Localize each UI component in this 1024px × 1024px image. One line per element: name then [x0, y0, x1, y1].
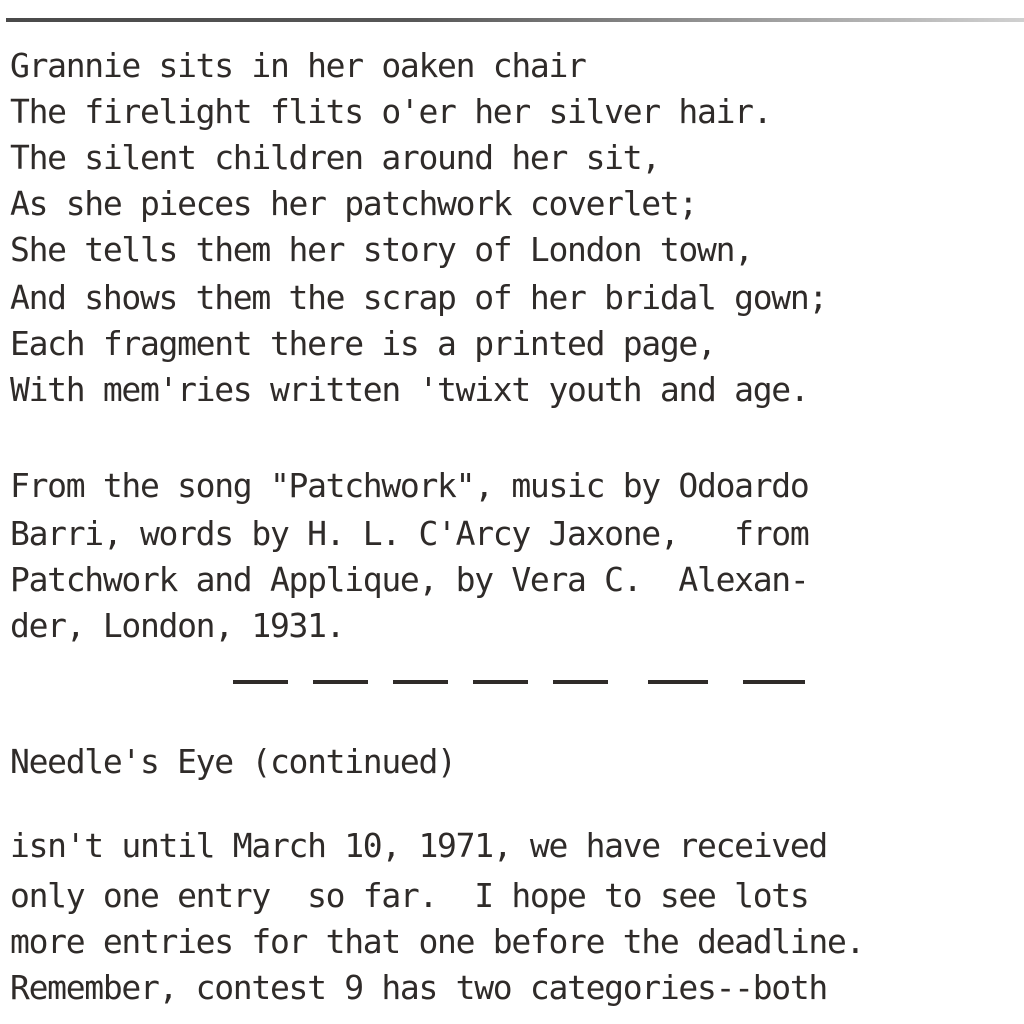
- body-line: only one entry so far. I hope to see lots: [10, 876, 809, 915]
- body-line: Remember, contest 9 has two categories--both: [10, 968, 827, 1007]
- separator-dash: [648, 680, 708, 684]
- separator-dash: [473, 680, 528, 684]
- citation-line: From the song "Patchwork", music by Odoardo: [10, 466, 809, 505]
- citation-line: der, London, 1931.: [10, 606, 345, 645]
- separator-dash: [743, 680, 805, 684]
- top-rule: [6, 18, 1024, 22]
- section-heading: Needle's Eye (continued): [10, 742, 456, 781]
- poem-line: Grannie sits in her oaken chair: [10, 46, 586, 85]
- poem-line: The firelight flits o'er her silver hair.: [10, 92, 772, 131]
- poem-line: As she pieces her patchwork coverlet;: [10, 184, 698, 223]
- body-line: isn't until March 10, 1971, we have received: [10, 826, 827, 865]
- poem-line: With mem'ries written 'twixt youth and age.: [10, 370, 809, 409]
- poem-line: Each fragment there is a printed page,: [10, 324, 716, 363]
- separator-dash: [233, 680, 288, 684]
- poem-line: And shows them the scrap of her bridal gown;: [10, 278, 827, 317]
- citation-line: Barri, words by H. L. C'Arcy Jaxone, from: [10, 514, 809, 553]
- separator-dash: [313, 680, 368, 684]
- poem-line: She tells them her story of London town,: [10, 230, 753, 269]
- citation-line: Patchwork and Applique, by Vera C. Alexan-: [10, 560, 809, 599]
- body-line: more entries for that one before the deadline.: [10, 922, 865, 961]
- separator-dash: [553, 680, 608, 684]
- poem-line: The silent children around her sit,: [10, 138, 660, 177]
- separator-dash: [393, 680, 448, 684]
